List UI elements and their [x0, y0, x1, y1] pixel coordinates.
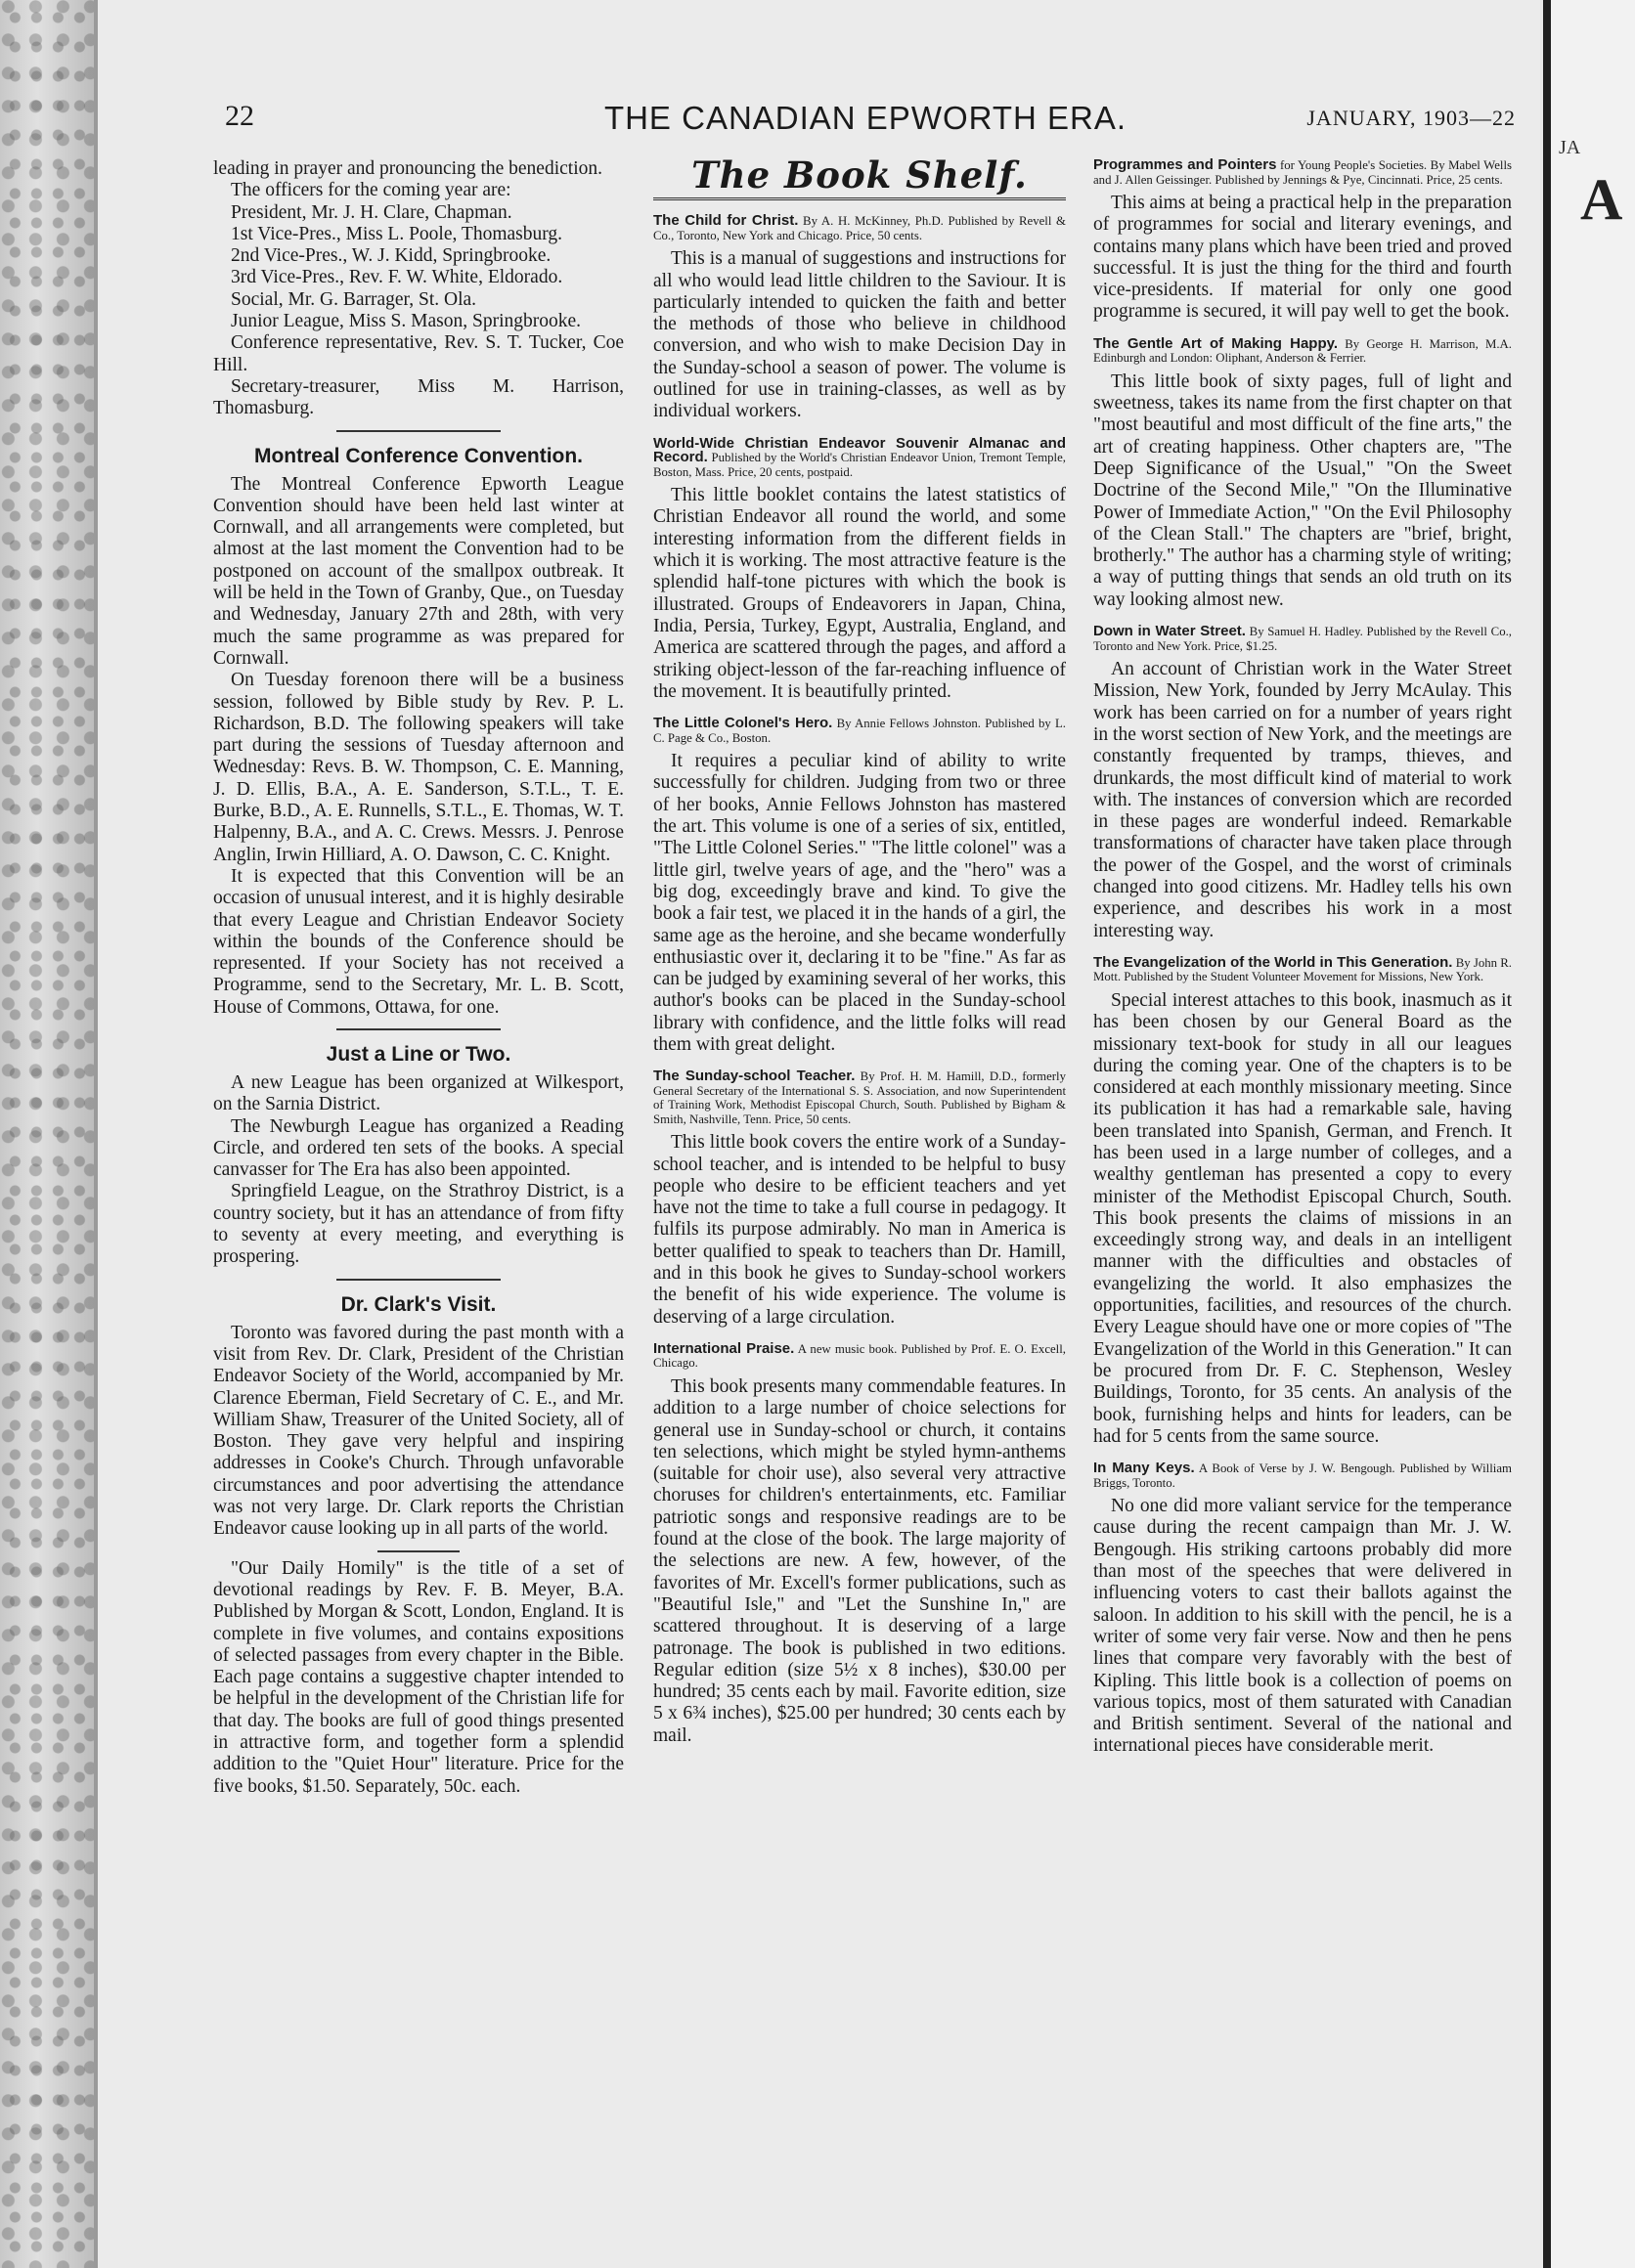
book-entry-header	[653, 1339, 1066, 1371]
book-bibliography: Published by the World's Christian Endeavor Union, Tremont Temple, Boston, Mass. Price, 20 cents, postpaid.	[653, 451, 1066, 479]
article-paragraph: The Montreal Conference Epworth League Convention should have been held last winter at Cornwall, and all arrangements were completed, but almost at the last moment the Convention had to be postponed on account of the smallpox outbreak. It will be held in the Town of Granby, Que., on Tuesday and Wednesday, January 27th and 28th, with very much the same programme as was prepared for Cornwall.	[213, 473, 624, 669]
book-entry-header	[653, 717, 1066, 745]
book-title: The Little Colonel's Hero.	[653, 715, 833, 732]
book-bibliography: By John R. Mott. Published by the Student Volunteer Movement for Missions, New York.	[1093, 955, 1512, 984]
section-rule	[336, 1279, 501, 1281]
book-title: Programmes and Pointers	[1093, 156, 1277, 173]
review-paragraph: This book presents many commendable features. In addition to a large number of choice selections for general use in Sunday-school or church, it contains ten selections, which might be styled hymn-anthems (suitable for choir use), also several very attractive choruses for children's entertainments, etc. Familiar patriotic songs and responsive readings are to be found at the close of the book. The large majority of the selections are new. A few, however, of the favorites of Mr. Excell's former publications, such as "Beautiful Isle," and "Let the Sunshine In," are scattered throughout. It is deserving of a large patronage. The book is published in two editions. Regular edition (size 5½ x 8 inches), $30.00 per hundred; 35 cents each by mail. Favorite edition, size 5 x 6¾ inches), $25.00 per hundred; 30 cents each by mail.	[653, 1375, 1066, 1746]
book-title: The Gentle Art of Making Happy.	[1093, 334, 1339, 352]
article-paragraph: A new League has been organized at Wilkesport, on the Sarnia District.	[213, 1071, 624, 1115]
review-paragraph: This little book covers the entire work of a Sunday-school teacher, and is intended to be helpful to busy people who desire to be efficient teachers and yet have not the time to take a full course in pedagogy. It fulfils its purpose admirably. No man in America is better qualified to speak to teachers than Dr. Hamill, and in this book he gives to Sunday-school workers the benefit of his wide experience. The volume is deserving of a large circulation.	[653, 1132, 1066, 1328]
next-page-sliver	[1551, 0, 1635, 2268]
next-page-header: JA	[1559, 137, 1581, 158]
book-entry-header	[1093, 158, 1512, 187]
clark-heading: Dr. Clark's Visit.	[340, 1292, 497, 1316]
book-title: The Child for Christ.	[653, 212, 799, 230]
article-paragraph: The Newburgh League has organized a Reading Circle, and ordered ten sets of the books. A special canvasser for The Era has also been appointed.	[213, 1115, 624, 1181]
review-paragraph: Special interest attaches to this book, inasmuch as it has been chosen by our General Board as the missionary text-book for study in all our leagues during the coming year. One of the chapters is to be considered at each monthly missionary meeting. Since its publication it has had a remarkable sale, having been translated into Spanish, German, and French. It has been used in a large number of colleges, and a wealthy gentleman has presented a copy to every minister of the Methodist Episcopal Church, South. This book presents the claims of missions in an exceedingly strong way, and deals in an intelligent manner with the difficulties and obstacles of evangelizing the world. It also emphasizes the opportunities, facilities, and resources of the church. Every League should have one or more copies of "The Evangelization of the World in this Generation." It can be procured from Dr. F. C. Stephenson, Wesley Buildings, Toronto, for 35 cents. An analysis of the book, furnishing helps and hints for leaders, can be had for 5 cents from the same source.	[1093, 989, 1512, 1447]
review-paragraph: No one did more valiant service for the temperance cause during the recent campaign than Mr. J. W. Bengough. His striking cartoons probably did more than most of the speeches that were delivered in influencing voters to cast their ballots against the saloon. In addition to his skill with the pencil, he is a writer of some very fair verse. Now and then he pens lines that compare very favorably with the best of Kipling. This little book is a collection of poems on various topics, most of them saturated with Canadian and British sentiment. Several of the national and international pieces have considerable merit.	[1093, 1496, 1512, 1757]
officer-line: Secretary-treasurer, Miss M. Harrison, Thomasburg.	[213, 375, 624, 419]
officer-line: President, Mr. J. H. Clare, Chapman.	[231, 201, 512, 223]
article-paragraph: "Our Daily Homily" is the title of a set of devotional readings by Rev. F. B. Meyer, B.A. Published by Morgan & Scott, London, England. It is complete in five volumes, and contains expositions of selected passages from every chapter in the Bible. Each page contains a suggestive chapter intended to be helpful in the development of the Christian life for that day. The books are full of good things presented in attractive form, and together form a splendid addition to the "Quiet Hour" literature. Price for the five books, $1.50. Separately, 50c. each.	[213, 1557, 624, 1797]
page-number: 22	[225, 100, 254, 132]
article-paragraph: Toronto was favored during the past month with a visit from Rev. Dr. Clark, President of the Christian Endeavor Society of the World, accompanied by Mr. Clarence Eberman, Field Secretary of C. E., and Mr. William Shaw, Treasurer of the United Society, all of Boston. They gave very helpful and inspiring addresses in Cooke's Church. Through unfavorable circumstances and poor advertising the attendance was not very large. Dr. Clark reports the Christian Endeavor cause looking up in all parts of the world.	[213, 1322, 624, 1540]
book-title: The Evangelization of the World in This Generation.	[1093, 953, 1453, 971]
book-bibliography: By Samuel H. Hadley. Published by the Revell Co., Toronto and New York. Price, $1.25.	[1093, 625, 1512, 653]
book-bibliography: for Young People's Societies. By Mabel Wells and J. Allen Geissinger. Published by Jennings & Pye, Cincinnati. Price, 25 cents.	[1093, 158, 1512, 187]
book-bibliography: By Prof. H. M. Hamill, D.D., formerly General Secretary of the International S. S. Association, and now Superintendent of Training Work, Methodist Episcopal Church, South. Published by Bigham & Smith, Nashville, Tenn. Price, 50 cents.	[653, 1069, 1067, 1126]
next-page-letter: A	[1580, 167, 1623, 232]
column-1	[213, 158, 624, 1798]
book-entry-header	[1093, 1461, 1512, 1490]
article-paragraph: On Tuesday forenoon there will be a business session, followed by Bible study by Rev. P. L. Richardson, B.D. The following speakers will take part during the sessions of Tuesday afternoon and Wednesday: Revs. B. W. Thompson, C. E. Manning, J. D. Ellis, B.A., A. E. Sanderson, S.T.L., T. E. Burke, B.D., A. E. Runnells, S.T.L., E. Thomas, W. T. Halpenny, B.A., and A. C. Crews. Messrs. J. Penrose Anglin, Irwin Hilliard, A. O. Dawson, C. C. Knight.	[213, 670, 624, 865]
book-bibliography: By Annie Fellows Johnston. Published by L. C. Page & Co., Boston.	[653, 717, 1066, 745]
book-title: World-Wide Christian Endeavor Souvenir Almanac and Record.	[653, 434, 1066, 466]
book-bibliography: By A. H. McKinney, Ph.D. Published by Revell & Co., Toronto, New York and Chicago. Price, 50 cents.	[653, 214, 1066, 242]
article-paragraph: Springfield League, on the Strathroy District, is a country society, but it has an attendance of from fifty to seventy at every meeting, and everything is prospering.	[213, 1181, 624, 1268]
officer-line: 3rd Vice-Pres., Rev. F. W. White, Eldorado.	[231, 267, 563, 288]
officer-line: Junior League, Miss S. Mason, Springbrooke.	[231, 311, 582, 332]
paper-name: THE CANADIAN EPWORTH ERA.	[603, 100, 1127, 136]
review-paragraph: This little booklet contains the latest statistics of Christian Endeavor all round the world, and some interesting information from the different fields in which it is working. The most attractive feature is the splendid half-tone pictures with which the book is illustrated. Groups of Endeavorers in Japan, China, India, Persia, Turkey, Egypt, Australia, England, and America are scattered through the pages, and afford a striking object-lesson of the far-reaching influence of the movement. It is beautifully printed.	[653, 485, 1066, 702]
article-paragraph: It is expected that this Convention will be an occasion of unusual interest, and it is highly desirable that every League and Christian Endeavor Society within the bounds of the Conference should be represented. If your Society has not received a Programme, send to the Secretary, Mr. L. B. Scott, House of Commons, Ottawa, for one.	[213, 865, 624, 1018]
book-entry-header	[1093, 334, 1512, 366]
review-paragraph: It requires a peculiar kind of ability to write successfully for children. Judging from two or three of her books, Annie Fellows Johnston has mastered the art. This volume is one of a series of six, entitled, "The Little Colonel Series." "The little colonel" was a little girl, twelve years of age, and the "hero" was a big dog, exceedingly brave and kind. To give the book a fair test, we placed it in the hands of a girl, the same age as the heroine, and she became wonderfully enthusiastic over it, declaring it to be "fine." As far as can be judged by examining several of her works, this author's books can be placed in the Sunday-school library with confidence, and the little folks will read them with great delight.	[653, 751, 1066, 1055]
book-title: The Sunday-school Teacher.	[653, 1068, 856, 1085]
column-2	[653, 153, 1067, 1747]
montreal-heading: Montreal Conference Convention.	[253, 444, 584, 467]
officer-line: Conference representative, Rev. S. T. Tucker, Coe Hill.	[213, 332, 624, 375]
binding-edge	[0, 0, 94, 2268]
section-rule	[336, 430, 501, 432]
column-3	[1093, 158, 1512, 1758]
running-header	[215, 100, 1516, 139]
review-paragraph: This is a manual of suggestions and instructions for all who would lead little children to the Saviour. It is particularly intended to quicken the faith and better the methods of those who believe in childhood conversion, and who wish to make Decision Day in the Sunday-school a season of power. The volume is outlined for use in training-classes, as well as by individual workers.	[653, 248, 1066, 422]
officer-line: 1st Vice-Pres., Miss L. Poole, Thomasburg.	[231, 223, 562, 244]
officer-line: 2nd Vice-Pres., W. J. Kidd, Springbrooke.	[231, 245, 552, 267]
book-entry-header	[1093, 953, 1512, 984]
book-title: Down in Water Street.	[1093, 623, 1246, 640]
review-paragraph: This little book of sixty pages, full of light and sweetness, takes its name from the first chapter on that "most beautiful and most difficult of the fine arts," the art of creating happiness. Other chapters are, "The Deep Significance of the Usual," "On the Sweet Doctrine of the Second Mile," "On the Illuminative Power of Immediate Action," "On the Evil Philosophy of the Clean Stall." The chapters are "brief, bright, brotherly." The author has a charming style of writing; a way of putting things that sends an old truth on its way looking almost new.	[1093, 371, 1512, 610]
book-title: International Praise.	[653, 1339, 795, 1357]
officer-line: Social, Mr. G. Barrager, St. Ola.	[231, 288, 477, 310]
officer-line: The officers for the coming year are:	[231, 180, 511, 201]
line-heading: Just a Line or Two.	[326, 1042, 511, 1066]
gutter-rule	[94, 0, 98, 2268]
masthead-rule	[653, 197, 1066, 200]
book-title: In Many Keys.	[1093, 1460, 1195, 1477]
book-shelf-masthead: The Book Shelf.	[691, 153, 1028, 196]
book-bibliography: A Book of Verse by J. W. Bengough. Published by William Briggs, Toronto.	[1093, 1461, 1512, 1490]
book-entry-header	[1093, 625, 1512, 653]
page-fold-shadow	[1543, 0, 1551, 2268]
book-bibliography: By George H. Marrison, M.A. Edinburgh and London: Oliphant, Anderson & Ferrier.	[1093, 336, 1512, 366]
review-paragraph: This aims at being a practical help in the preparation of programmes for social and literary evenings, and contains many plans which have been tried and proved successful. It is just the thing for the third and fourth vice-presidents. If material for only one good programme is secured, it will pay well to get the book.	[1093, 193, 1512, 323]
section-rule	[336, 1028, 501, 1030]
book-entry-header	[653, 434, 1066, 480]
book-entry-header	[653, 214, 1066, 242]
issue-date: JANUARY, 1903—22	[1306, 106, 1516, 130]
section-rule	[377, 1550, 460, 1552]
continued-text: leading in prayer and pronouncing the benediction.	[213, 158, 602, 179]
review-paragraph: An account of Christian work in the Water Street Mission, New York, founded by Jerry McAulay. This work has been carried on for a number of years right in the worst section of New York, and the meetings are constantly frequented by tramps, thieves, and drunkards, the most difficult kind of material to work with. The instances of conversion which are recorded in these pages are wonderful indeed. Remarkable transformations of character have taken place through the power of the Gospel, and the worst of criminals changed into good citizens. Mr. Hadley tells his own experience, and describes his work in a most interesting way.	[1093, 659, 1512, 941]
book-bibliography: A new music book. Published by Prof. E. O. Excell, Chicago.	[653, 1341, 1066, 1371]
book-entry-header	[653, 1069, 1066, 1126]
